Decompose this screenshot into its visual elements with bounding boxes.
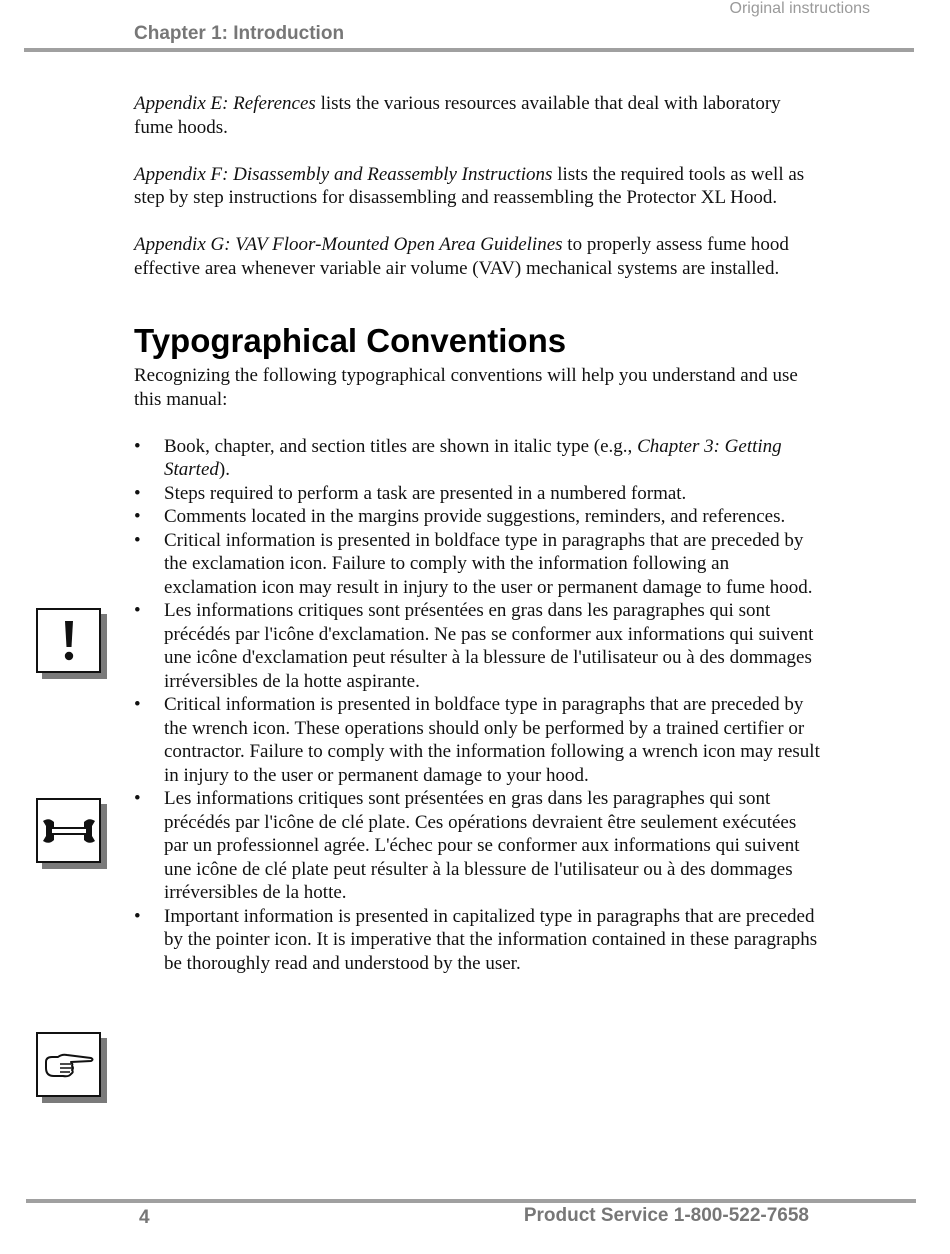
pointer-glyph-icon (43, 1051, 95, 1079)
list-item: • Critical information is presented in boldface type in paragraphs that are preceded by the wrench icon. These operations should only be performed by a trained certifier or contractor. Failure to comply with the information following a wrench icon may result in injury to the user or permanent damage to your hood. (134, 694, 820, 786)
list-item: • Book, chapter, and section titles are shown in italic type (e.g., Chapter 3: Getting Started). (134, 435, 782, 480)
chapter-title: Chapter 1: Introduction (134, 23, 345, 44)
exclamation-icon (36, 608, 101, 673)
header-divider (24, 48, 914, 52)
wrench-glyph-icon (40, 816, 98, 846)
example-title: Chapter 3: Getting Started (164, 435, 782, 480)
list-item: • Steps required to perform a task are presented in a numbered format. (134, 482, 687, 504)
list-item: • Les informations critiques sont présentées en gras dans les paragraphes qui sont précédés par l'icône de clé plate. Ces opérations devraient être seulement exécutées par un professionnel agrée. L'échec pour se conformer aux informations qui suivent une icône de clé plate peut résulter à la blessure de l'utilisateur ou à des dommages irréversibles de la hotte. (134, 788, 800, 903)
bullet: • (134, 694, 141, 715)
exclamation-glyph-icon (59, 619, 79, 663)
bullet: • (134, 506, 141, 527)
appendix-f-text: lists the required tools as well as step by step instructions for disassembling and reassembling the Protector XL Hood. (134, 163, 805, 208)
list-item: • Critical information is presented in boldface type in paragraphs that are preceded by the exclamation icon. Failure to comply with the information following an exclamation icon may result in injury to the user or permanent damage to fume hood. (134, 529, 813, 598)
appendix-g-text: to properly assess fume hood effective area whenever variable air volume (VAV) mechanical systems are installed. (134, 234, 789, 279)
section-heading: Typographical Conventions (134, 322, 567, 359)
bullet: • (134, 482, 141, 504)
appendix-f-paragraph (134, 163, 824, 210)
conventions-list (134, 435, 824, 976)
appendix-e-title: Appendix E: References (134, 93, 316, 114)
section-intro: Recognizing the following typographical conventions will help you understand and use this manual: (134, 365, 798, 410)
appendix-e-text: lists the various resources available that deal with laboratory fume hoods. (134, 93, 781, 138)
appendix-e-paragraph (134, 92, 824, 139)
list-item: • Comments located in the margins provide suggestions, reminders, and references. (134, 506, 786, 527)
product-service-phone: Product Service 1-800-522-7658 (523, 1205, 809, 1226)
pointer-hand-icon (36, 1032, 101, 1097)
page-content (134, 92, 824, 975)
header-note: Original instructions (729, 0, 870, 17)
bullet: • (134, 435, 141, 457)
bullet: • (134, 529, 141, 551)
list-item: • Important information is presented in capitalized type in paragraphs that are preceded by the pointer icon. It is imperative that the information contained in these paragraphs be thoroughly read and understood by the user. (134, 905, 818, 974)
bullet: • (134, 788, 141, 809)
appendix-g-title: Appendix G: VAV Floor-Mounted Open Area Guidelines (134, 234, 563, 255)
appendix-g-paragraph (134, 233, 824, 280)
appendix-f-title: Appendix F: Disassembly and Reassembly Instructions (134, 163, 553, 185)
bullet: • (134, 600, 141, 621)
bullet: • (134, 905, 141, 927)
wrench-icon (36, 798, 101, 863)
page-number: 4 (139, 1207, 150, 1228)
footer-divider (26, 1199, 916, 1203)
list-item: • Les informations critiques sont présentées en gras dans les paragraphes qui sont précédés par l'icône d'exclamation. Ne pas se conformer aux informations qui suivent une icône d'exclamation peut résulter à la blessure de l'utilisateur ou à des dommages irréversibles de la hotte aspirante. (134, 600, 814, 692)
